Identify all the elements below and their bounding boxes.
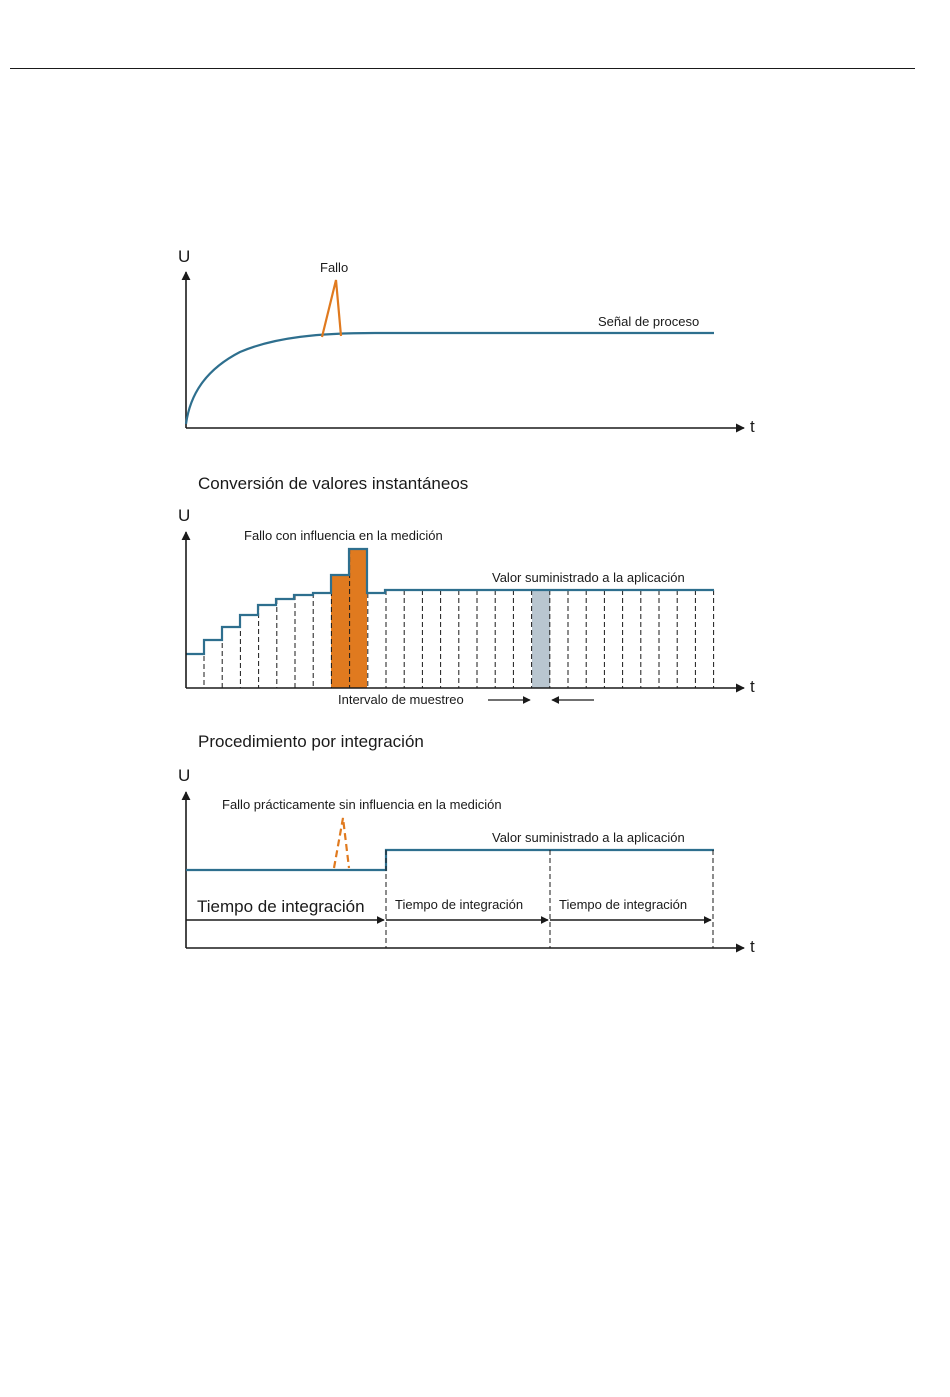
fault-label: Fallo con influencia en la medición bbox=[244, 528, 443, 543]
y-axis-label: U bbox=[178, 766, 191, 785]
sampled-value-staircase bbox=[186, 549, 714, 654]
x-axis-label: t bbox=[750, 937, 755, 956]
process-signal-diagram bbox=[178, 247, 755, 436]
signal-label: Señal de proceso bbox=[598, 314, 700, 329]
integration-procedure-diagram bbox=[178, 732, 755, 956]
integration-time-label: Tiempo de integración bbox=[559, 897, 688, 912]
value-label: Valor suministrado a la aplicación bbox=[492, 570, 685, 585]
integration-time-label: Tiempo de integración bbox=[197, 897, 365, 916]
section-title: Procedimiento por integración bbox=[198, 732, 424, 751]
fault-spike bbox=[322, 280, 341, 337]
interval-label: Intervalo de muestreo bbox=[338, 692, 464, 707]
section-title: Conversión de valores instantáneos bbox=[198, 474, 469, 493]
fault-sample-1 bbox=[331, 575, 349, 688]
fault-label: Fallo bbox=[320, 260, 349, 275]
integration-time-label: Tiempo de integración bbox=[395, 897, 524, 912]
y-axis-label: U bbox=[178, 247, 191, 266]
x-axis-label: t bbox=[750, 417, 755, 436]
integrated-value-line bbox=[186, 850, 714, 870]
process-signal-curve bbox=[186, 333, 714, 424]
fault-spike-dashed bbox=[334, 818, 349, 868]
fault-label: Fallo prácticamente sin influencia en la medición bbox=[222, 797, 502, 812]
y-axis-label: U bbox=[178, 506, 191, 525]
x-axis-label: t bbox=[750, 677, 755, 696]
instantaneous-conversion-diagram bbox=[178, 474, 755, 707]
fault-sample-2 bbox=[349, 549, 367, 688]
sampling-interval-highlight bbox=[532, 590, 550, 688]
value-label: Valor suministrado a la aplicación bbox=[492, 830, 685, 845]
